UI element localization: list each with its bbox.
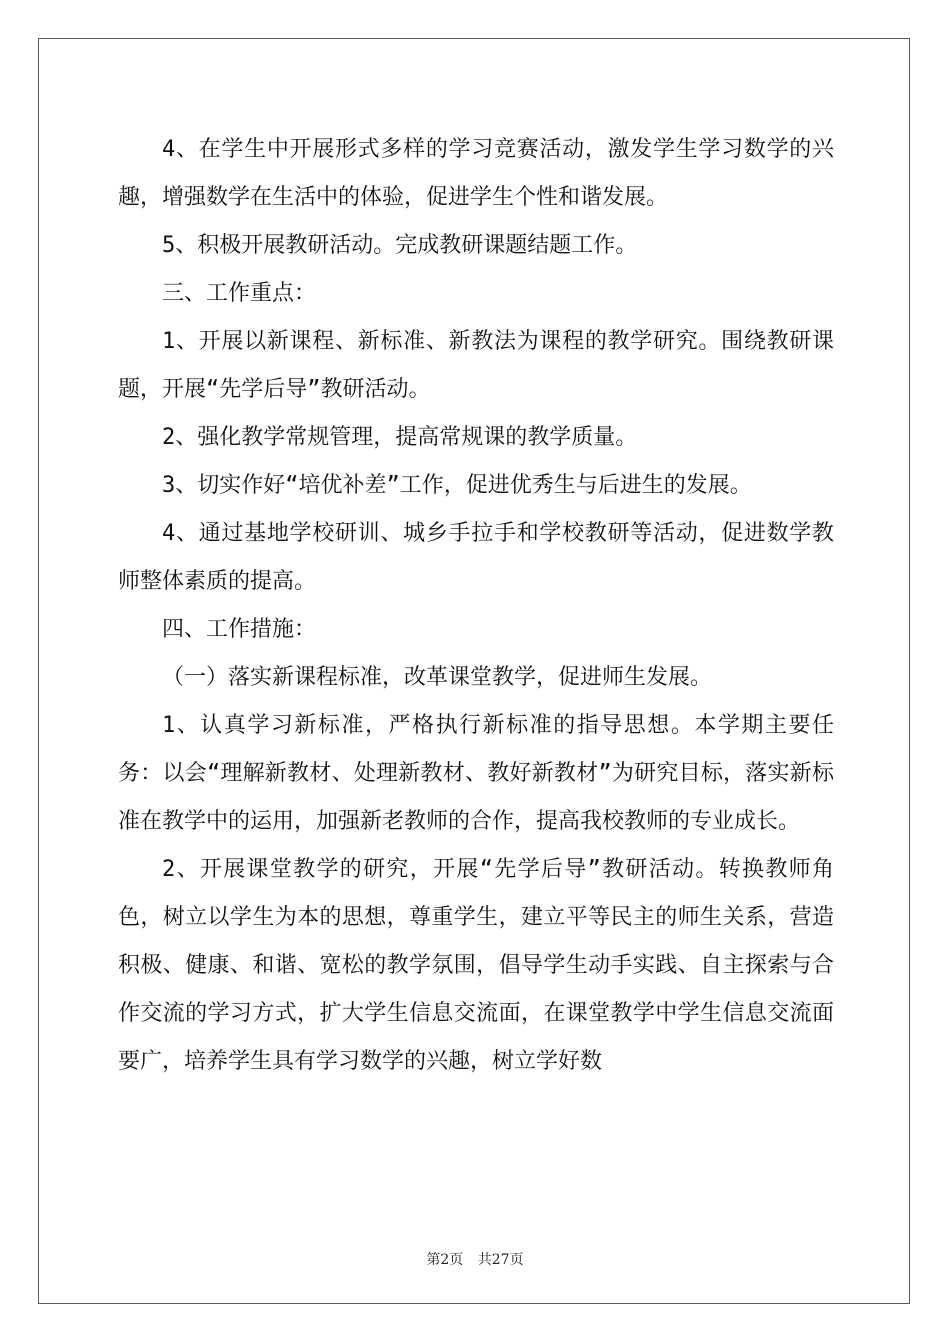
current-page-number: 第2页 [426, 1252, 464, 1268]
paragraph: 1、认真学习新标准，严格执行新标准的指导思想。本学期主要任务：以会“理解新教材、处理新教材、教好新教材”为研究目标，落实新标准在教学中的运用，加强新老教师的合作，提高我校教师的专业成长。 [118, 713, 834, 834]
paragraph: 2、强化教学常规管理，提高常规课的教学质量。 [162, 425, 638, 450]
section-heading: 四、工作措施： [162, 617, 317, 642]
document-body [118, 126, 834, 1086]
paragraph: 5、积极开展教研活动。完成教研课题结题工作。 [162, 233, 638, 258]
total-page-count: 共27页 [477, 1252, 524, 1268]
page-footer [0, 1249, 950, 1269]
paragraph: 4、在学生中开展形式多样的学习竞赛活动，激发学生学习数学的兴趣，增强数学在生活中的体验，促进学生个性和谐发展。 [118, 137, 834, 210]
paragraph: 4、通过基地学校研训、城乡手拉手和学校教研等活动，促进数学教师整体素质的提高。 [118, 521, 834, 594]
section-heading: 三、工作重点： [162, 281, 317, 306]
paragraph: 2、开展课堂教学的研究，开展“先学后导”教研活动。转换教师角色，树立以学生为本的思想，尊重学生，建立平等民主的师生关系，营造积极、健康、和谐、宽松的教学氛围，倡导学生动手实践、自主探索与合作交流的学习方式，扩大学生信息交流面，在课堂教学中学生信息交流面要广，培养学生具有学习数学的兴趣，树立学好数 [118, 857, 834, 1074]
subsection-heading: （一）落实新课程标准，改革课堂教学，促进师生发展。 [162, 665, 713, 690]
paragraph: 3、切实作好“培优补差”工作，促进优秀生与后进生的发展。 [162, 473, 752, 498]
paragraph: 1、开展以新课程、新标准、新教法为课程的教学研究。围绕教研课题，开展“先学后导”教研活动。 [118, 329, 834, 402]
